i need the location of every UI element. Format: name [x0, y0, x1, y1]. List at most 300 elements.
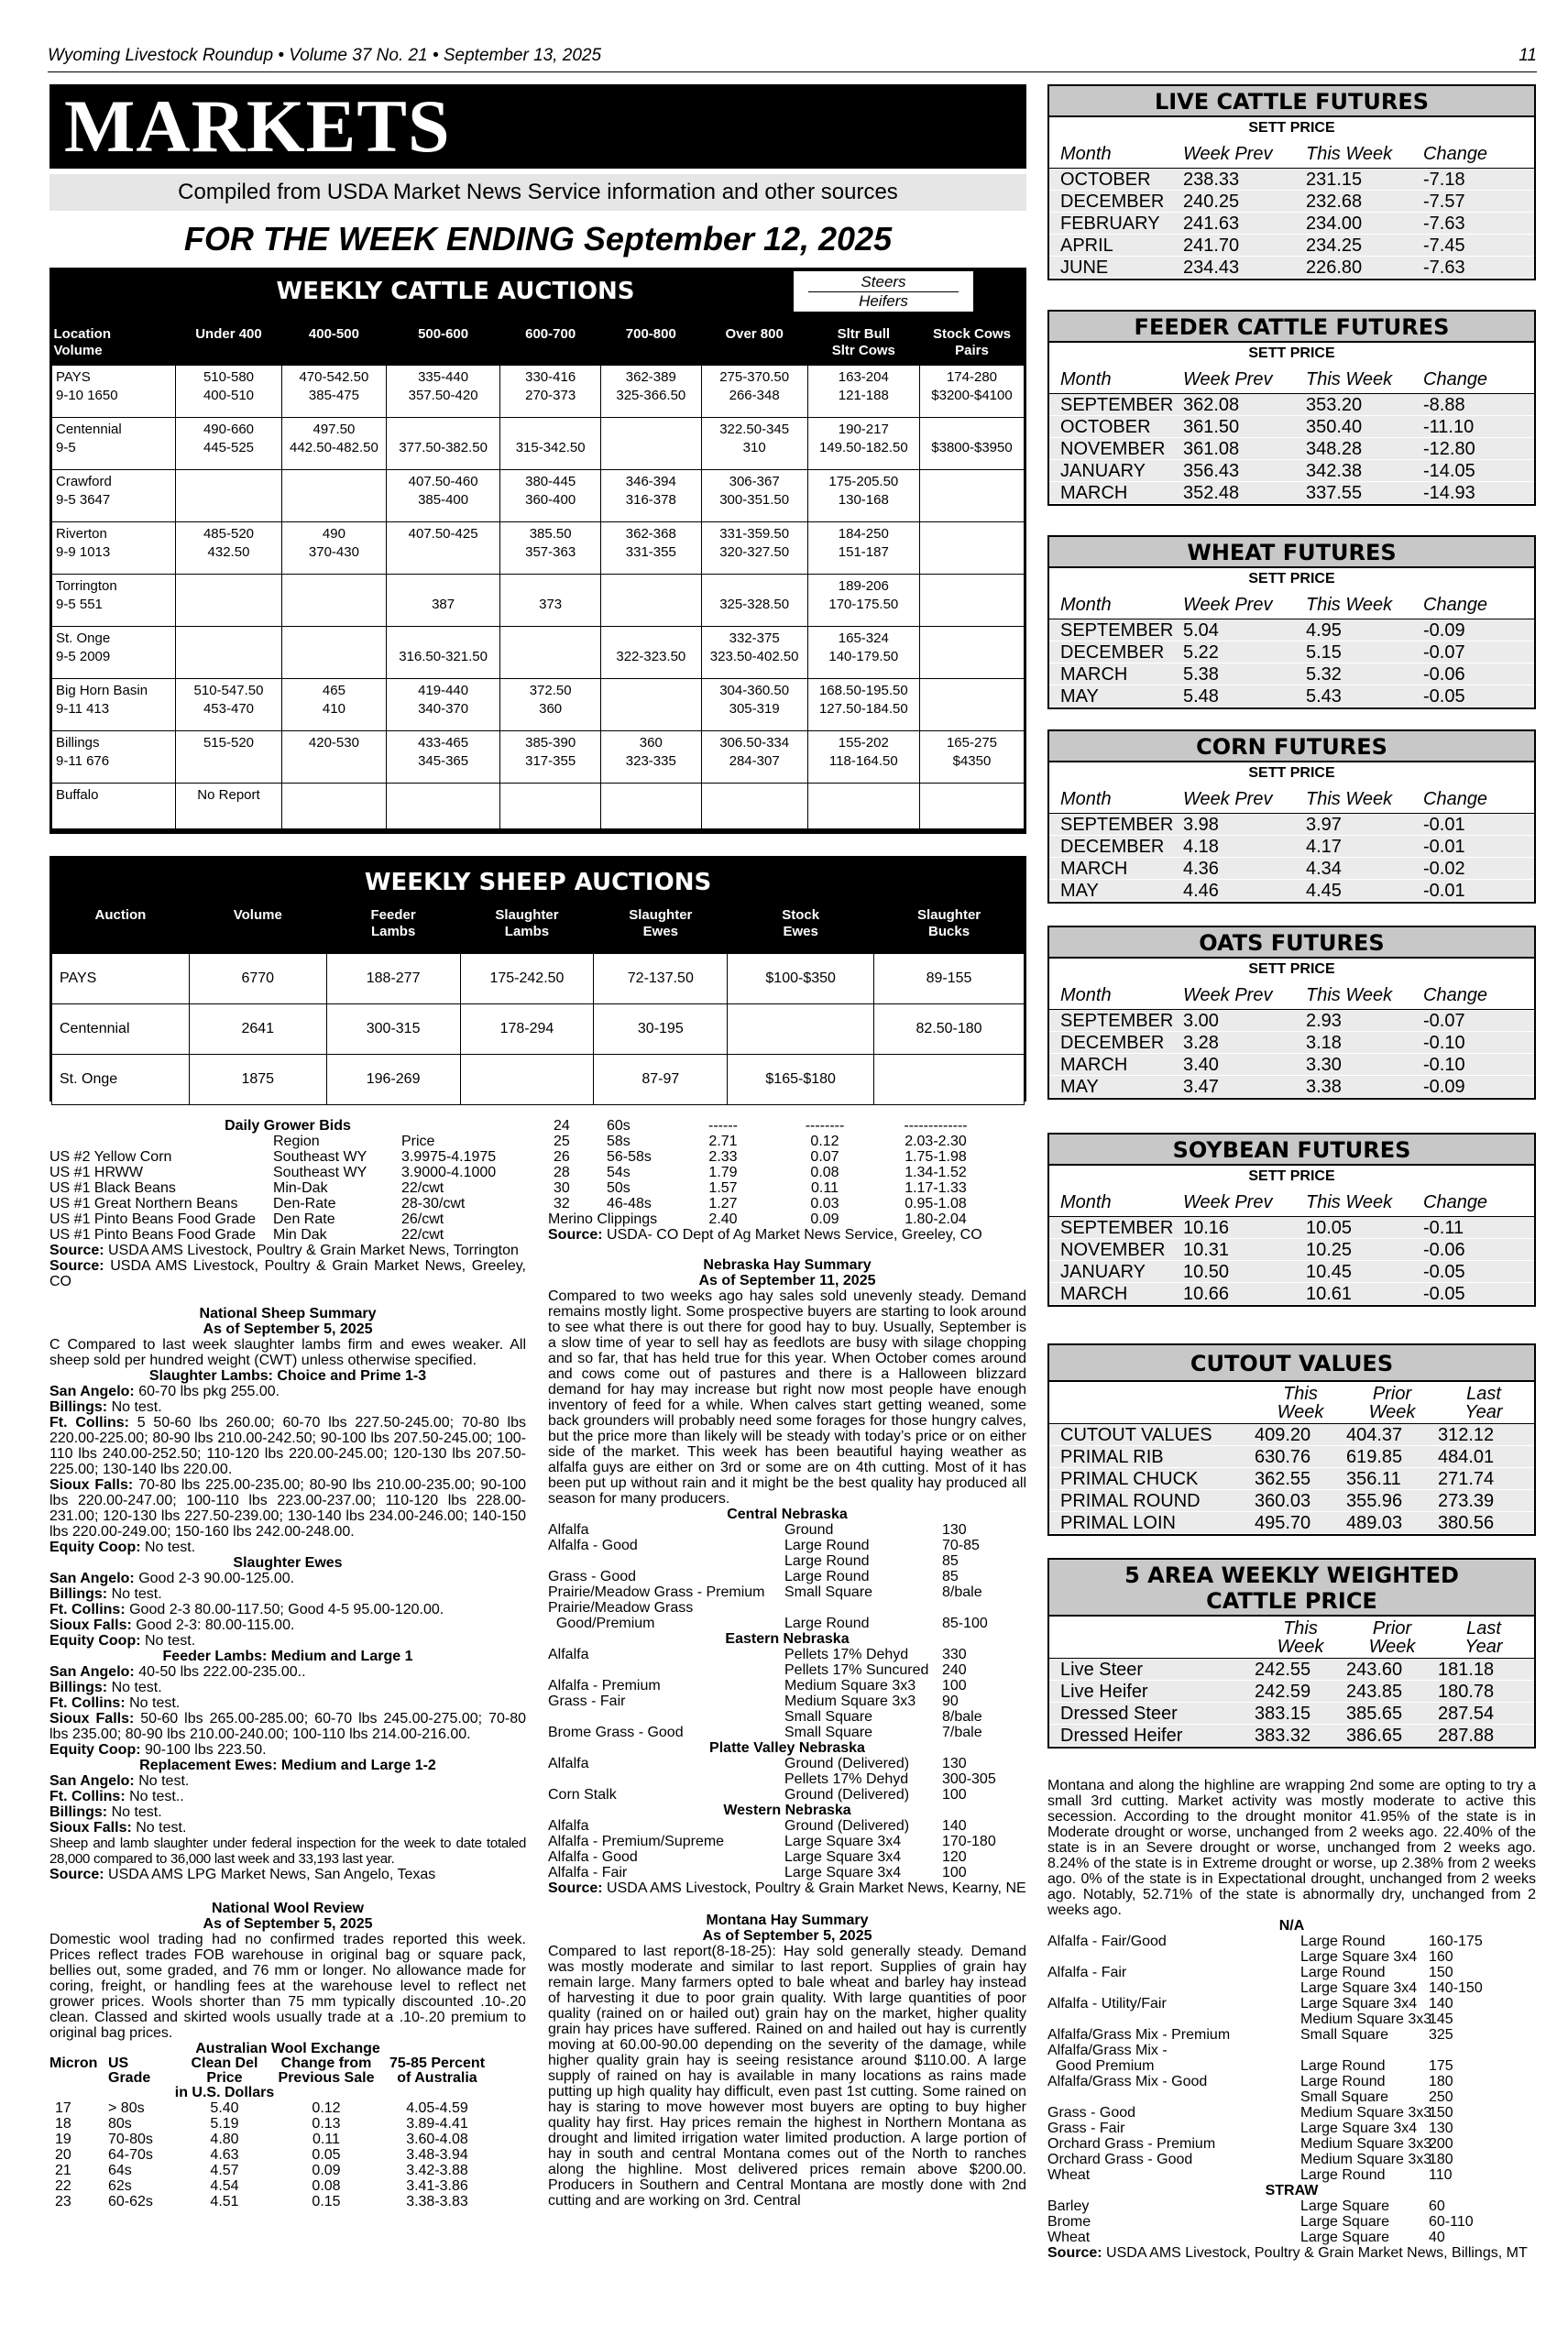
table-row: Alfalfa/Grass Mix - [1047, 2043, 1168, 2058]
value-row: Dressed Heifer 383.32 386.65 287.88 [1049, 1725, 1534, 1747]
table-row: Barley Large Square 60 [1047, 2198, 1445, 2214]
grower-bids-table [49, 1134, 526, 1243]
table-cell: 420-530 [281, 731, 386, 784]
cattle-col-header: Location Volume [53, 326, 111, 358]
sheep-col-header: Slaughter Ewes [629, 907, 693, 939]
column-right-text: Montana and along the highline are wrapping 2nd some are opting to try a small 3rd cutting. Market activity was mostly moderate to active this secession. According to the drought monitor 41.95% of the state is in Moderate drought or worse, unchanged from 2 weeks ago. 22.40% of the state is in an Severe drought or worse, unchanged from 2 weeks ago. 8.24% of the state is in Extreme drought or worse, up 2.38% from 2 weeks ago. 0% of the state is in Expectational drought, unchanged from 2 weeks ago. Notably, 52.71% of the state is abnormally dry, unchanged from 2 weeks ago. N/A Alfalfa - Fair/Good Large Round 160-175 Large Square 3x4 160 Alfalfa - Fair Large Round 150 Large Square 3x4 140-150 Alfalfa - Utility/Fair Large Square 3x4 140 Medium Square 3x3 145 Alfalfa/Grass Mix - Premium Small Square 325 Alfalfa/Grass Mix - Good Premium Large Round 175 Alfalfa/Grass Mix - Good Large Round 180 Small Square 250 Grass - Good Medium Square 3x3 150 Grass - Fair Large Square 3x4 130 Orchard Grass - Premium Medium Square 3x3 200 Orchard Grass - Good Medium Square 3x3 180 Wheat Large Round 110 STRAW Barley Large Square 60 Brome Large Square 60-110 Wheat Large Square 40 Source: USDA AMS Livestock, Poultry & Grain Market News, Billings, MT [1047, 1778, 1536, 2261]
table-cell: 510-547.50 453-470 [175, 679, 281, 731]
futures-box [1047, 310, 1536, 506]
futures-box [1047, 1133, 1536, 1307]
montana-hay-body: Compared to last report(8-18-25): Hay sold generally steady. Demand was mostly moderate and similar to last report. Supplies of grain hay remain large. Many farmers opted to bale wheat and barley hay instead of harvesting it due to poor grain quality. With large quantities of poor quality (rained on or hailed out) grain hay on the market, higher quality grain hay prices have suffered. Rained on and hailed out hay is currently moving at 60.00-90.00 depending on the severity of the damage, while higher quality grain hay is seeing resistance around $110.00. A large supply of rained on hay is available in many locations as rains made putting up high quality hay difficult, even past 1st cutting. Some rained on hay is staring to move however most buyers are opting to buy higher quality hay first. Hay prices remain the highest in Northern Montana as drought and limited irrigation water limited production. A large portion of hay in south and central Montana comes out of the North to ranches along the highline. Most delivered prices remain above $200.00. Producers in Southern and Central Montana are mostly done with 2nd cutting and are working on 3rd. Central [548, 1944, 1026, 2209]
hay-section-title: Central Nebraska [727, 1507, 848, 1522]
table-row: Merino Clippings 2.40 0.09 1.80-2.04 [548, 1211, 967, 1227]
futures-row: MARCH 352.48 337.55 -14.93 [1049, 482, 1534, 504]
table-cell: 510-580 400-510 [175, 366, 281, 418]
table-row: Alfalfa/Grass Mix - Good Large Round 180 [1047, 2074, 1453, 2089]
table-row: 23 60-62s 4.51 0.15 3.38-3.83 [55, 2194, 468, 2209]
table-cell [500, 784, 601, 829]
table-row: Pellets 17% Suncured 240 [784, 1662, 967, 1678]
table-row: Prairie/Meadow Grass - Premium Small Square 8/bale [548, 1584, 982, 1600]
table-row: Alfalfa/Grass Mix - Premium Small Square 325 [1047, 2027, 1453, 2043]
table-row: 19 70-80s 4.80 0.11 3.60-4.08 [55, 2132, 468, 2147]
table-row: Alfalfa Ground (Delivered) 140 [548, 1818, 967, 1834]
table-cell [281, 627, 386, 679]
table-cell: 165-275 $4350 [919, 731, 1024, 784]
table-cell [460, 1055, 594, 1105]
table-row: US #1 Great Northern Beans Den-Rate 28-30/cwt [49, 1196, 466, 1211]
slaughter-ewes-title: Slaughter Ewes [233, 1555, 343, 1571]
table-row [52, 418, 1025, 470]
table-cell: 275-370.50 266-348 [701, 366, 807, 418]
table-row: Good Premium Large Round 175 [1047, 2058, 1453, 2074]
table-row: Alfalfa - Fair/Good Large Round 160-175 [1047, 1934, 1483, 1949]
futures-title: SOYBEAN FUTURES [1049, 1135, 1534, 1166]
slaughter-lambs-title: Slaughter Lambs: Choice and Prime 1-3 [148, 1368, 427, 1384]
table-cell: 387 [386, 575, 499, 627]
futures-row: MAY 4.46 4.45 -0.01 [1049, 880, 1534, 902]
table-row: 26 56-58s 2.33 0.07 1.75-1.98 [554, 1149, 967, 1165]
table-row: Brome Grass - Good Small Square 7/bale [548, 1725, 982, 1740]
table-row: 24 60s ------ -------- ------------- [554, 1118, 968, 1134]
sheep-auctions-table [51, 902, 1025, 1105]
table-cell [175, 627, 281, 679]
table-row: Alfalfa Ground (Delivered) 130 [548, 1756, 967, 1771]
futures-row: DECEMBER 4.18 4.17 -0.01 [1049, 836, 1534, 858]
table-cell: 335-440 357.50-420 [386, 366, 499, 418]
grower-source-2: Source: USDA AMS Livestock, Poultry & Grain Market News, Greeley, CO [49, 1258, 526, 1289]
futures-row: DECEMBER 240.25 232.68 -7.57 [1049, 191, 1534, 213]
value-row: Dressed Steer 383.15 385.65 287.54 [1049, 1703, 1534, 1725]
table-cell: 165-324 140-179.50 [807, 627, 919, 679]
table-cell: 175-242.50 [460, 954, 594, 1004]
table-cell [600, 784, 701, 829]
futures-row: FEBRUARY 241.63 234.00 -7.63 [1049, 213, 1534, 235]
table-cell: Big Horn Basin 9-11 413 [52, 679, 176, 731]
table-cell: 372.50 360 [500, 679, 601, 731]
table-row: Small Square 250 [1300, 2089, 1453, 2105]
table-row: US #1 HRWW Southeast WY 3.9000-4.1000 [49, 1165, 497, 1180]
table-cell: 465 410 [281, 679, 386, 731]
table-row: US #1 Pinto Beans Food Grade Den Rate 26/cwt [49, 1211, 444, 1227]
table-row: US #1 Black Beans Min-Dak 22/cwt [49, 1180, 444, 1196]
table-cell: 380-445 360-400 [500, 470, 601, 522]
wool-exchange-title: Australian Wool Exchange [195, 2041, 380, 2056]
futures-row: SEPTEMBER 5.04 4.95 -0.09 [1049, 619, 1534, 641]
legend-heifers: Heifers [808, 291, 959, 311]
table-cell [919, 784, 1024, 829]
futures-row: OCTOBER 238.33 231.15 -7.18 [1049, 169, 1534, 191]
table-cell: 6770 [189, 954, 326, 1004]
wool-table [49, 2100, 526, 2209]
table-cell: 385.50 357-363 [500, 522, 601, 575]
table-cell: 377.50-382.50 [386, 418, 499, 470]
table-cell: 196-269 [326, 1055, 460, 1105]
slaughter-closing: Sheep and lamb slaughter under federal inspection for the week to date totaled 28,000 compared to 36,000 last week and 33,193 last year. [49, 1836, 526, 1867]
table-row [52, 954, 1025, 1004]
table-cell [919, 627, 1024, 679]
cutout-values-title: CUTOUT VALUES [1049, 1345, 1534, 1382]
table-cell [807, 784, 919, 829]
cattle-col-header: Stock Cows Pairs [932, 326, 1011, 358]
wool-table-header: Micron US Grade Clean Del Price in U.S. Dollars Change from Previous Sale 75-85 Percent of Australia [49, 2055, 486, 2100]
sheep-summary-date: As of September 5, 2025 [203, 1321, 373, 1337]
table-cell: 300-315 [326, 1004, 460, 1055]
table-row: Alfalfa - Utility/Fair Large Square 3x4 140 [1047, 1996, 1453, 2012]
table-cell: 306-367 300-351.50 [701, 470, 807, 522]
feeder-lambs-title: Feeder Lambs: Medium and Large 1 [162, 1649, 413, 1664]
table-cell: 407.50-425 [386, 522, 499, 575]
table-row: Wheat Large Round 110 [1047, 2167, 1453, 2183]
value-row: PRIMAL LOIN 495.70 489.03 380.56 [1049, 1512, 1534, 1534]
montana-na: N/A [1278, 1918, 1305, 1934]
table-row: Alfalfa - Premium/Supreme Large Square 3x4 170-180 [548, 1834, 996, 1849]
futures-row: MARCH 4.36 4.34 -0.02 [1049, 858, 1534, 880]
table-row [52, 1004, 1025, 1055]
page-number: 11 [1519, 46, 1537, 65]
table-row: Alfalfa Pellets 17% Dehyd 330 [548, 1647, 967, 1662]
table-cell: $100-$350 [728, 954, 874, 1004]
five-area-box: 5 AREA WEEKLY WEIGHTED CATTLE PRICE This Week Prior Week Last Year Live Steer 242.55 243.60 181.18 Live Heifer 242.59 243.85 180.78 Dressed Steer 383.15 385.65 287.54 Dressed Heifer 383.32 386.65 287.88 [1047, 1558, 1536, 1749]
table-row [52, 731, 1025, 784]
futures-row: SEPTEMBER 10.16 10.05 -0.11 [1049, 1217, 1534, 1239]
table-cell: 2641 [189, 1004, 326, 1055]
montana-hay-table [1047, 1934, 1536, 2183]
futures-row: JANUARY 356.43 342.38 -14.05 [1049, 460, 1534, 482]
table-row: Alfalfa - Fair Large Square 3x4 100 [548, 1865, 967, 1880]
table-cell [175, 575, 281, 627]
sett-price-label: SETT PRICE [1248, 765, 1335, 781]
futures-row: DECEMBER 3.28 3.18 -0.10 [1049, 1032, 1534, 1054]
table-cell: 360 323-335 [600, 731, 701, 784]
table-row: 25 58s 2.71 0.12 2.03-2.30 [554, 1134, 967, 1149]
table-cell: St. Onge 9-5 2009 [52, 627, 176, 679]
futures-header: Month Week Prev This Week Change [1049, 981, 1534, 1010]
table-cell: 433-465 345-365 [386, 731, 499, 784]
futures-title: CORN FUTURES [1049, 731, 1534, 762]
column-left: Daily Grower Bids Region Price US #2 Yellow Corn Southeast WY 3.9975-4.1975 US #1 HRWW Southeast WY 3.9000-4.1000 US #1 Black Beans Min-Dak 22/cwt US #1 Great Northern Beans Den-Rate 28-30/cwt US #1 Pinto Beans Food Grade Den Rate 26/cwt US #1 Pinto Beans Food Grade Min Dak 22/cwt Source: USDA AMS Livestock, Poultry & Grain Market News, Torrington Source: USDA AMS Livestock, Poultry & Grain Market News, Greeley, CO National Sheep Summary As of September 5, 2025 C Compared to last week slaughter lambs firm and ewes weaker. All sheep sold per hundred weight (CWT) unless otherwise specified. Slaughter Lambs: Choice and Prime 1-3 San Angelo: 60-70 lbs pkg 255.00. Billings: No test. Ft. Collins: 5 50-60 lbs 260.00; 60-70 lbs 227.50-245.00; 70-80 lbs 220.00-225.00; 80-90 lbs 210.00-242.50; 90-100 lbs 207.50-245.00; 100-110 lbs 240.00-252.50; 110-120 lbs 220.00-245.00; 120-130 lbs 207.50-225.00; 130-140 lbs 220.00. Sioux Falls: 70-80 lbs 225.00-235.00; 80-90 lbs 210.00-235.00; 90-100 lbs 220.00-247.00; 100-110 lbs 223.00-237.00; 110-120 lbs 228.00-231.00; 120-130 lbs 227.50-239.00; 130-140 lbs 234.00-246.00; 140-150 lbs 220.00-249.00; 150-160 lbs 242.00-248.00. Equity Coop: No test. Slaughter Ewes San Angelo: Good 2-3 90.00-125.00. Billings: No test. Ft. Collins: Good 2-3 80.00-117.50; Good 4-5 95.00-120.00. Sioux Falls: Good 2-3: 80.00-115.00. Equity Coop: No test. Feeder Lambs: Medium and Large 1 San Angelo: 40-50 lbs 222.00-235.00.. Billings: No test. Ft. Collins: No test. Sioux Falls: 50-60 lbs 265.00-285.00; 60-70 lbs 245.00-275.00; 70-80 lbs 235.00; 80-90 lbs 210.00-240.00; 100-110 lbs 214.00-216.00. Equity Coop: 90-100 lbs 223.50. Replacement Ewes: Medium and Large 1-2 San Angelo: No test. Ft. Collins: No test.. Billings: No test. Sioux Falls: No test. Sheep and lamb slaughter under federal inspection for the week to date totaled 28,000 compared to 36,000 last week and 33,193 last year. Source: USDA AMS LPG Market News, San Angelo, Texas National Wool Review As of September 5, 2025 Domestic wool trading had no confirmed trades reported this week. Prices reflect trades FOB warehouse in original bag or square pack, bellies out, some graded, and 76 mm or longer. No allowance made for coring, freight, or handling fees at the warehouse level to reflect net grower prices. Wools shorter than 75 mm typically discounted .10-.20 clean. Classed and skirted wools usually trade at a .10-.20 premium to original bag prices. Australian Wool Exchange Micron US Grade Clean Del Price in U.S. Dollars Change from Previous Sale 75-85 Percent of Australia 17 > 80s 5.40 0.12 4.05-4.59 18 80s 5.19 0.13 3.89-4.41 19 70-80s 4.80 0.11 3.60-4.08 20 64-70s 4.63 0.05 3.48-3.94 21 64s 4.57 0.09 3.42-3.88 22 62s 4.54 0.08 3.41-3.86 23 60-62s 4.51 0.15 3.38-3.83 [49, 1118, 527, 2209]
table-cell: 178-294 [460, 1004, 594, 1055]
cattle-col-header: 600-700 [525, 326, 576, 342]
cutout-values-box: CUTOUT VALUES This Week Prior Week Last Year CUTOUT VALUES 409.20 404.37 312.12 PRIMAL RIB 630.76 619.85 484.01 PRIMAL CHUCK 362.55 356.11 271.74 PRIMAL ROUND 360.03 355.96 273.39 PRIMAL LOIN 495.70 489.03 380.56 [1047, 1343, 1536, 1536]
table-cell: Riverton 9-9 1013 [52, 522, 176, 575]
table-row [52, 627, 1025, 679]
table-row: 32 46-48s 1.27 0.03 0.95-1.08 [554, 1196, 967, 1211]
table-row [52, 366, 1025, 418]
table-cell: Billings 9-11 676 [52, 731, 176, 784]
cattle-auctions-title: WEEKLY CATTLE AUCTIONS [276, 278, 635, 305]
sheep-col-header: Volume [233, 907, 282, 923]
sheep-col-header: Feeder Lambs [370, 907, 416, 939]
grower-header: Region Price [273, 1134, 435, 1149]
futures-row: MARCH 3.40 3.30 -0.10 [1049, 1054, 1534, 1076]
sett-price-label: SETT PRICE [1248, 120, 1335, 136]
table-row: Orchard Grass - Premium Medium Square 3x3 200 [1047, 2136, 1453, 2152]
table-cell: 325-328.50 [701, 575, 807, 627]
table-row: Large Round 85 [784, 1553, 959, 1569]
table-cell: 315-342.50 [500, 418, 601, 470]
futures-row: MAY 3.47 3.38 -0.09 [1049, 1076, 1534, 1098]
table-cell: 332-375 323.50-402.50 [701, 627, 807, 679]
grower-source-1: Source: USDA AMS Livestock, Poultry & Grain Market News, Torrington [49, 1243, 519, 1258]
header-rule [48, 71, 1537, 72]
futures-row: MARCH 10.66 10.61 -0.05 [1049, 1283, 1534, 1305]
value-row: PRIMAL RIB 630.76 619.85 484.01 [1049, 1446, 1534, 1468]
value-row: Live Steer 242.55 243.60 181.18 [1049, 1659, 1534, 1681]
table-row: Medium Square 3x3 145 [1300, 2012, 1453, 2027]
grower-bids-title: Daily Grower Bids [225, 1118, 351, 1134]
futures-box [1047, 535, 1536, 709]
nebraska-hay-date: As of September 11, 2025 [698, 1273, 876, 1288]
futures-box [1047, 926, 1536, 1100]
table-row: 21 64s 4.57 0.09 3.42-3.88 [55, 2163, 468, 2178]
futures-header: Month Week Prev This Week Change [1049, 590, 1534, 619]
table-row: Good/Premium Large Round 85-100 [548, 1616, 988, 1631]
futures-row: OCTOBER 361.50 350.40 -11.10 [1049, 416, 1534, 438]
table-cell: 87-97 [594, 1055, 728, 1105]
table-row: 22 62s 4.54 0.08 3.41-3.86 [55, 2178, 468, 2194]
table-cell: PAYS [52, 954, 190, 1004]
futures-header: Month Week Prev This Week Change [1049, 784, 1534, 814]
value-row: Live Heifer 242.59 243.85 180.78 [1049, 1681, 1534, 1703]
cattle-col-header: 400-500 [308, 326, 359, 342]
table-cell: 316.50-321.50 [386, 627, 499, 679]
sheep-col-header: Slaughter Bucks [916, 907, 981, 939]
futures-box [1047, 84, 1536, 280]
table-cell: Torrington 9-5 551 [52, 575, 176, 627]
futures-row: NOVEMBER 361.08 348.28 -12.80 [1049, 438, 1534, 460]
sheep-col-header: Slaughter Lambs [495, 907, 559, 939]
futures-row: JANUARY 10.50 10.45 -0.05 [1049, 1261, 1534, 1283]
legend-steers: Steers [861, 273, 906, 291]
straw-title: STRAW [1265, 2183, 1319, 2198]
table-cell: Crawford 9-5 3647 [52, 470, 176, 522]
table-row: Alfalfa - Premium Medium Square 3x3 100 [548, 1678, 967, 1694]
table-cell: No Report [175, 784, 281, 829]
futures-row: NOVEMBER 10.31 10.25 -0.06 [1049, 1239, 1534, 1261]
futures-row: MAY 5.48 5.43 -0.05 [1049, 685, 1534, 707]
table-cell: 385-390 317-355 [500, 731, 601, 784]
table-row: Corn Stalk Ground (Delivered) 100 [548, 1787, 967, 1803]
sheep-summary-intro: C Compared to last week slaughter lambs firm and ewes weaker. All sheep sold per hundred weight (CWT) unless otherwise specified. [49, 1337, 526, 1368]
table-row: Large Square 3x4 140-150 [1300, 1980, 1483, 1996]
wool-table-continued [548, 1118, 1026, 1227]
table-row: US #1 Pinto Beans Food Grade Min Dak 22/cwt [49, 1227, 444, 1243]
table-cell [281, 470, 386, 522]
table-cell: 346-394 316-378 [600, 470, 701, 522]
table-cell [500, 627, 601, 679]
futures-box [1047, 729, 1536, 904]
value-row: PRIMAL CHUCK 362.55 356.11 271.74 [1049, 1468, 1534, 1490]
table-cell: 322-323.50 [600, 627, 701, 679]
futures-row: APRIL 241.70 234.25 -7.45 [1049, 235, 1534, 257]
table-cell: 306.50-334 284-307 [701, 731, 807, 784]
table-row [52, 575, 1025, 627]
table-row: 28 54s 1.79 0.08 1.34-1.52 [554, 1165, 967, 1180]
table-cell: 72-137.50 [594, 954, 728, 1004]
wool-review-body: Domestic wool trading had no confirmed trades reported this week. Prices reflect trades FOB warehouse in original bag or square pack, bellies out, some graded, and 76 mm or longer. No allowance made for coring, freight, or handling fees at the warehouse level to reflect net grower prices. Wools shorter than 75 mm typically discounted .10-.20 clean. Classed and skirted wools usually trade at a .10-.20 premium to original bag prices. [49, 1932, 526, 2041]
table-cell: 1875 [189, 1055, 326, 1105]
table-cell [600, 679, 701, 731]
table-row: Grass - Good Large Round 85 [548, 1569, 959, 1584]
page-header [48, 46, 1537, 70]
nebraska-hay-body: Compared to two weeks ago hay sales sold unevenly steady. Demand remains mostly light. Some prospective buyers are starting to look around to see what there is out there for good hay to buy. Usually, September is a slow time of year to sell hay as feedlots are busy with silage chopping and so far, that has held true for this year. When October comes around and cows come out of pastures and there is a Halloween blizzard demand for hay may increase but right now most people have enough inventory of feed for a while. When calves start getting weaned, some back grounders will probably need some forages for those hungry calves, but the price more than likely will be steady with today’s price or on either side of the market. This week has been beautiful haying weather as alfalfa guys are either on 3rd or some are on 4th cutting. Most of it has been put up without rain and it might be the best quality hay produced all season for many producers. [548, 1288, 1026, 1507]
montana-hay-title: Montana Hay Summary [706, 1913, 869, 1928]
table-cell: St. Onge [52, 1055, 190, 1105]
futures-row: DECEMBER 5.22 5.15 -0.07 [1049, 641, 1534, 663]
steers-heifers-legend [794, 271, 973, 312]
table-cell: 189-206 170-175.50 [807, 575, 919, 627]
table-cell [701, 784, 807, 829]
table-cell [386, 784, 499, 829]
futures-title: OATS FUTURES [1049, 927, 1534, 959]
table-row: Orchard Grass - Good Medium Square 3x3 180 [1047, 2152, 1453, 2167]
table-cell: PAYS 9-10 1650 [52, 366, 176, 418]
sett-price-label: SETT PRICE [1248, 571, 1335, 586]
futures-header: Month Week Prev This Week Change [1049, 1188, 1534, 1217]
table-row: Small Square 8/bale [784, 1709, 982, 1725]
replacement-ewes-title: Replacement Ewes: Medium and Large 1-2 [139, 1758, 436, 1773]
futures-row: SEPTEMBER 362.08 353.20 -8.88 [1049, 394, 1534, 416]
value-row: CUTOUT VALUES 409.20 404.37 312.12 [1049, 1424, 1534, 1446]
table-row: Brome Large Square 60-110 [1047, 2214, 1474, 2230]
table-cell [175, 470, 281, 522]
column-middle: 24 60s ------ -------- ------------- 25 58s 2.71 0.12 2.03-2.30 26 56-58s 2.33 0.07 1.75-1.98 28 54s 1.79 0.08 1.34-1.52 30 50s 1.57 0.11 1.17-1.33 32 46-48s 1.27 0.03 0.95-1.08 Merino Clippings 2.40 0.09 1.80-2.04 Source: USDA- CO Dept of Ag Market News Service, Greeley, CO Nebraska Hay Summary As of September 11, 2025 Compared to two weeks ago hay sales sold unevenly steady. Demand remains mostly light. Some prospective buyers are starting to look around to see what there is out there for good hay to buy. Usually, September is a slow time of year to sell hay as feedlots are busy with silage chopping and so far, that has held true for this year. When October comes around and cows come out of pastures and there is a Halloween blizzard demand for hay may increase but right now most people have enough inventory of feed for a while. When calves start getting weaned, some back grounders will probably need some forages for those hungry calves, but the price more than likely will be steady with today’s price or on either side of the market. This week has been beautiful haying weather as alfalfa guys are either on 3rd or some are on 4th cutting. Most of it has been put up without rain and it might be the best quality hay produced all season for many producers. Central Nebraska Alfalfa Ground 130 Alfalfa - Good Large Round 70-85 Large Round 85 Grass - Good Large Round 85 Prairie/Meadow Grass - Premium Small Square 8/bale Prairie/Meadow Grass Good/Premium Large Round 85-100 Eastern Nebraska Alfalfa Pellets 17% Dehyd 330 Pellets 17% Suncured 240 Alfalfa - Premium Medium Square 3x3 100 Grass - Fair Medium Square 3x3 90 Small Square 8/bale Brome Grass - Good Small Square 7/bale Platte Valley Nebraska Alfalfa Ground (Delivered) 130 Pellets 17% Dehyd 300-305 Corn Stalk Ground (Delivered) 100 Western Nebraska Alfalfa Ground (Delivered) 140 Alfalfa - Premium/Supreme Large Square 3x4 170-180 Alfalfa - Good Large Square 3x4 120 Alfalfa - Fair Large Square 3x4 100 Source: USDA AMS Livestock, Poultry & Grain Market News, Kearny, NE Montana Hay Summary As of September 5, 2025 Compared to last report(8-18-25): Hay sold generally steady. Demand was mostly moderate and similar to last report. Supplies of grain hay remain large. Many farmers opted to bale wheat and barley hay instead of harvesting it due to poor grain quality. With large quantities of poor quality (rained on or hailed out) grain hay on the market, higher quality grain hay prices have suffered. Rained on and hailed out hay is currently moving at 60.00-90.00 depending on the severity of the damage, while higher quality grain hay is seeing resistance around $110.00. A large supply of rained on hay is available in many locations as rains made putting up high quality hay difficult, even past 1st cutting. Some rained on hay is staring to move however most buyers are opting to buy higher quality hay first. Hay prices remain the highest in Northern Montana as drought and limited irrigation water limited production. A large portion of hay in south and central Montana comes out of the North to ranches along the highline. Most delivered prices remain above $200.00. Producers in Southern and Central Montana are mostly done with 2nd cutting and are working on 3rd. Central [548, 1118, 1026, 2209]
table-cell [600, 575, 701, 627]
table-cell: Centennial [52, 1004, 190, 1055]
table-cell: 322.50-345 310 [701, 418, 807, 470]
table-row: 17 > 80s 5.40 0.12 4.05-4.59 [55, 2100, 468, 2116]
futures-row: SEPTEMBER 3.98 3.97 -0.01 [1049, 814, 1534, 836]
table-cell [919, 522, 1024, 575]
table-row: US #2 Yellow Corn Southeast WY 3.9975-4.1975 [49, 1149, 497, 1165]
table-row [52, 784, 1025, 829]
table-cell: 373 [500, 575, 601, 627]
table-cell: 163-204 121-188 [807, 366, 919, 418]
table-cell: $3800-$3950 [919, 418, 1024, 470]
table-cell: 407.50-460 385-400 [386, 470, 499, 522]
table-row: 18 80s 5.19 0.13 3.89-4.41 [55, 2116, 468, 2132]
cattle-col-header: 500-600 [418, 326, 469, 342]
sheep-auctions-title: WEEKLY SHEEP AUCTIONS [364, 869, 712, 896]
table-cell [919, 679, 1024, 731]
futures-header: Month Week Prev This Week Change [1049, 139, 1534, 169]
value-row: PRIMAL ROUND 360.03 355.96 273.39 [1049, 1490, 1534, 1512]
table-row: 30 50s 1.57 0.11 1.17-1.33 [554, 1180, 967, 1196]
montana-hay-continued: Montana and along the highline are wrapping 2nd some are opting to try a small 3rd cutting. Market activity was mostly moderate to active this secession. According to the drought monitor 41.95% of the state is in Moderate drought or worse, unchanged from 2 weeks ago. 22.40% of the state is in an Severe drought or worse, unchanged from 2 weeks ago. 8.24% of the state is in Extreme drought or worse, up 2.38% from 2 weeks ago. 0% of the state is in Expectational drought, unchanged from 2 weeks ago. Notably, 52.71% of the state is abnormally dry, unchanged from 2 weeks ago. [1047, 1778, 1536, 1918]
table-cell: 331-359.50 320-327.50 [701, 522, 807, 575]
straw-table [1047, 2198, 1536, 2245]
table-cell: 184-250 151-187 [807, 522, 919, 575]
table-cell: 362-368 331-355 [600, 522, 701, 575]
compiled-note: Compiled from USDA Market News Service information and other sources [49, 174, 1026, 211]
table-cell: 330-416 270-373 [500, 366, 601, 418]
table-cell: 82.50-180 [874, 1004, 1025, 1055]
table-row: Grass - Good Medium Square 3x3 150 [1047, 2105, 1453, 2121]
table-cell [281, 784, 386, 829]
table-cell: 470-542.50 385-475 [281, 366, 386, 418]
table-row: Alfalfa - Good Large Round 70-85 [548, 1538, 980, 1553]
table-cell: 175-205.50 130-168 [807, 470, 919, 522]
table-cell: 490 370-430 [281, 522, 386, 575]
table-row: 20 64-70s 4.63 0.05 3.48-3.94 [55, 2147, 468, 2163]
sett-price-label: SETT PRICE [1248, 1168, 1335, 1184]
cattle-col-header: 700-800 [625, 326, 676, 342]
futures-title: FEEDER CATTLE FUTURES [1049, 312, 1534, 343]
table-cell: 419-440 340-370 [386, 679, 499, 731]
table-cell [281, 575, 386, 627]
nebraska-hay-tables [548, 1507, 1026, 1880]
table-cell: 304-360.50 305-319 [701, 679, 807, 731]
cattle-col-header: Over 800 [725, 326, 784, 342]
sheep-summary-title: National Sheep Summary [199, 1306, 377, 1321]
week-ending-title: FOR THE WEEK ENDING September 12, 2025 [183, 220, 893, 258]
table-row: Pellets 17% Dehyd 300-305 [784, 1771, 996, 1787]
markets-banner: MARKETS [49, 84, 1026, 169]
table-row: Alfalfa - Fair Large Round 150 [1047, 1965, 1453, 1980]
table-cell: Centennial 9-5 [52, 418, 176, 470]
table-cell [874, 1055, 1025, 1105]
montana-hay-date: As of September 5, 2025 [702, 1928, 872, 1944]
table-row [52, 522, 1025, 575]
table-row: Alfalfa Ground 130 [548, 1522, 967, 1538]
table-cell [728, 1004, 874, 1055]
table-cell: $165-$180 [728, 1055, 874, 1105]
table-cell: 515-520 [175, 731, 281, 784]
header-title: Wyoming Livestock Roundup • Volume 37 No. 21 • September 13, 2025 [48, 46, 602, 65]
table-row: Prairie/Meadow Grass [548, 1600, 694, 1616]
futures-title: WHEAT FUTURES [1049, 537, 1534, 568]
table-row: Large Square 3x4 160 [1300, 1949, 1453, 1965]
table-cell: 362-389 325-366.50 [600, 366, 701, 418]
table-cell: 190-217 149.50-182.50 [807, 418, 919, 470]
futures-header: Month Week Prev This Week Change [1049, 365, 1534, 394]
table-cell: 485-520 432.50 [175, 522, 281, 575]
table-cell: 497.50 442.50-482.50 [281, 418, 386, 470]
sheep-col-header: Stock Ewes [782, 907, 820, 939]
wool-review-date: As of September 5, 2025 [203, 1916, 373, 1932]
hay-section-title: Eastern Nebraska [725, 1631, 850, 1647]
futures-row: SEPTEMBER 3.00 2.93 -0.07 [1049, 1010, 1534, 1032]
hay-section-title: Western Nebraska [723, 1803, 851, 1818]
table-cell: 188-277 [326, 954, 460, 1004]
sett-price-label: SETT PRICE [1248, 345, 1335, 361]
table-row [52, 1055, 1025, 1105]
table-cell: 490-660 445-525 [175, 418, 281, 470]
cattle-auctions-table [51, 321, 1025, 829]
table-row [52, 679, 1025, 731]
table-cell: 30-195 [594, 1004, 728, 1055]
hay-section-title: Platte Valley Nebraska [709, 1740, 865, 1756]
table-cell [600, 418, 701, 470]
table-cell: 168.50-195.50 127.50-184.50 [807, 679, 919, 731]
table-cell: 155-202 118-164.50 [807, 731, 919, 784]
table-cell [919, 470, 1024, 522]
sett-price-label: SETT PRICE [1248, 961, 1335, 977]
table-row: Grass - Fair Large Square 3x4 130 [1047, 2121, 1453, 2136]
futures-row: MARCH 5.38 5.32 -0.06 [1049, 663, 1534, 685]
sheep-col-header: Auction [94, 907, 147, 923]
table-cell [919, 575, 1024, 627]
table-row: Alfalfa - Good Large Square 3x4 120 [548, 1849, 967, 1865]
table-cell: 174-280 $3200-$4100 [919, 366, 1024, 418]
five-area-title: 5 AREA WEEKLY WEIGHTED CATTLE PRICE [1049, 1560, 1534, 1617]
table-row: Wheat Large Square 40 [1047, 2230, 1445, 2245]
cattle-col-header: Under 400 [195, 326, 262, 342]
nebraska-hay-title: Nebraska Hay Summary [703, 1257, 872, 1273]
cattle-col-header: Sltr Bull Sltr Cows [831, 326, 895, 358]
table-cell: Buffalo [52, 784, 176, 829]
futures-title: LIVE CATTLE FUTURES [1049, 86, 1534, 117]
